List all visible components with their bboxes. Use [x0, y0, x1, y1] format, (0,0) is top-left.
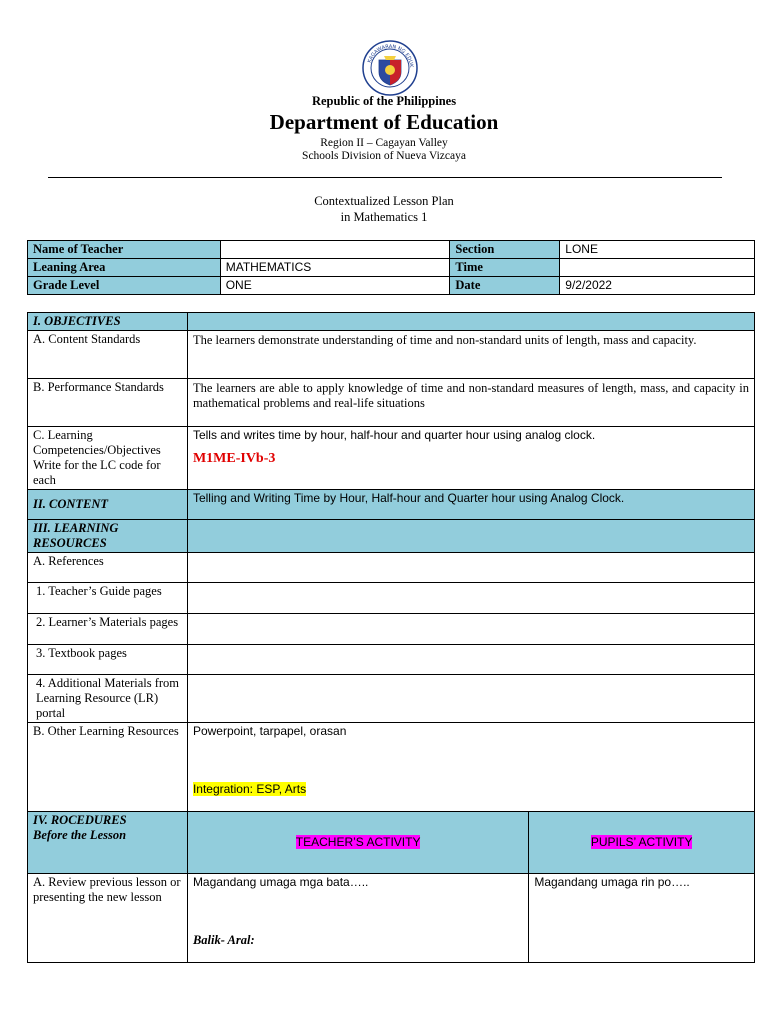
date-label: Date	[450, 277, 560, 295]
teacher-activity-label: TEACHER’S ACTIVITY	[295, 835, 421, 849]
competencies-cell[interactable]	[187, 427, 754, 490]
competency-code: M1ME-IVb-3	[192, 451, 276, 466]
other-resources-text: Powerpoint, tarpapel, orasan	[192, 724, 347, 738]
grade-value[interactable]: ONE	[220, 277, 450, 295]
table-row	[28, 874, 755, 963]
table-row	[28, 614, 755, 645]
table-row	[28, 379, 755, 427]
table-row	[28, 427, 755, 490]
seal-text: KAGAWARAN NG EDUK	[366, 43, 415, 68]
section-value[interactable]: LONE	[560, 241, 755, 259]
plan-title-line-1: Contextualized Lesson Plan	[314, 194, 454, 208]
before-lesson-label: Before the Lesson	[33, 828, 127, 842]
table-row	[28, 583, 755, 614]
references-value[interactable]	[187, 553, 754, 583]
textbook-label: 3. Textbook pages	[28, 645, 188, 675]
teacher-label: Name of Teacher	[28, 241, 221, 259]
teacher-info-table	[27, 240, 755, 295]
lesson-plan-table	[27, 312, 755, 963]
table-row	[28, 553, 755, 583]
grade-label: Grade Level	[28, 277, 221, 295]
teacher-review-cell[interactable]	[187, 874, 528, 963]
department-title: Department of Education	[269, 110, 499, 134]
time-value[interactable]	[560, 259, 755, 277]
procedures-heading: IV. ROCEDURES	[33, 813, 127, 827]
pupil-review-cell[interactable]	[529, 874, 755, 963]
content-heading: II. CONTENT	[28, 490, 188, 520]
table-row	[28, 241, 755, 259]
other-resources-cell[interactable]	[187, 723, 754, 812]
content-standards-text[interactable]: The learners demonstrate understanding of time and non-standard units of length, mass and capacity.	[187, 331, 754, 379]
table-row	[28, 277, 755, 295]
teachers-guide-value[interactable]	[187, 583, 754, 614]
area-label: Leaning Area	[28, 259, 221, 277]
table-row	[28, 331, 755, 379]
teacher-value[interactable]	[220, 241, 450, 259]
learners-materials-label: 2. Learner’s Materials pages	[28, 614, 188, 645]
table-row	[28, 645, 755, 675]
teacher-activity-header	[187, 812, 528, 874]
time-label: Time	[450, 259, 560, 277]
learning-resources-fill	[187, 520, 754, 553]
section-label: Section	[450, 241, 560, 259]
competencies-label: C. Learning Competencies/Objectives Write for the LC code for each	[28, 427, 188, 490]
procedures-heading-cell	[28, 812, 188, 874]
region-text: Region II – Cagayan Valley	[320, 137, 448, 149]
other-resources-label: B. Other Learning Resources	[28, 723, 188, 812]
date-value[interactable]: 9/2/2022	[560, 277, 755, 295]
plan-title-line-2: in Mathematics 1	[340, 210, 428, 224]
table-row	[28, 490, 755, 520]
header-divider	[48, 177, 722, 178]
area-value[interactable]: MATHEMATICS	[220, 259, 450, 277]
table-row	[28, 259, 755, 277]
content-standards-label: A. Content Standards	[28, 331, 188, 379]
pupil-greeting: Magandang umaga rin po…..	[534, 875, 690, 889]
objectives-heading-fill	[187, 313, 754, 331]
pupils-activity-label: PUPILS’ ACTIVITY	[590, 835, 693, 849]
teachers-guide-label: 1. Teacher’s Guide pages	[28, 583, 188, 614]
learners-materials-value[interactable]	[187, 614, 754, 645]
balik-aral-label: Balik- Aral:	[192, 933, 255, 947]
references-label: A. References	[28, 553, 188, 583]
content-text[interactable]: Telling and Writing Time by Hour, Half-hour and Quarter hour using Analog Clock.	[187, 490, 754, 520]
additional-materials-label: 4. Additional Materials from Learning Resource (LR) portal	[28, 675, 188, 723]
republic-text: Republic of the Philippines	[311, 94, 457, 108]
performance-standards-label: B. Performance Standards	[28, 379, 188, 427]
competencies-text: Tells and writes time by hour, half-hour and quarter hour using analog clock.	[192, 428, 596, 442]
table-row	[28, 723, 755, 812]
integration-text: Integration: ESP, Arts	[192, 782, 307, 796]
additional-materials-value[interactable]	[187, 675, 754, 723]
pupils-activity-header	[529, 812, 755, 874]
performance-standards-text[interactable]: The learners are able to apply knowledge of time and non-standard measures of length, mass, and capacity in mathematical problems and real-life situations	[187, 379, 754, 427]
table-row	[28, 520, 755, 553]
table-row	[28, 675, 755, 723]
textbook-value[interactable]	[187, 645, 754, 675]
table-row	[28, 313, 755, 331]
deped-seal-logo	[362, 40, 418, 96]
teacher-greeting: Magandang umaga mga bata…..	[192, 875, 369, 889]
learning-resources-heading: III. LEARNING RESOURCES	[28, 520, 188, 553]
objectives-heading: I. OBJECTIVES	[28, 313, 188, 331]
review-label: A. Review previous lesson or presenting the new lesson	[28, 874, 188, 963]
division-text: Schools Division of Nueva Vizcaya	[302, 150, 466, 162]
table-row	[28, 812, 755, 874]
